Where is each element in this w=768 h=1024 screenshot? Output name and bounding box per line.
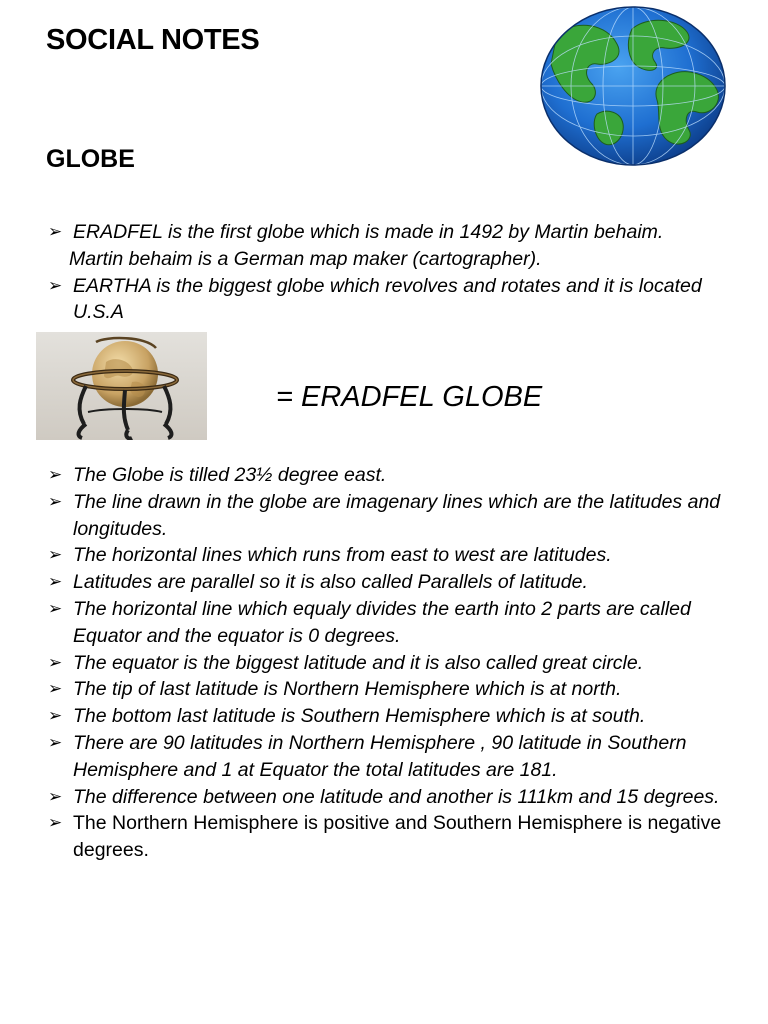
facts-bullet-list xyxy=(46,462,756,864)
list-item xyxy=(46,703,756,730)
arrowhead-bullet-icon: ➢ xyxy=(48,652,63,672)
list-item xyxy=(46,650,756,677)
bullet-text: The bottom last latitude is Southern Hemisphere which is at south. xyxy=(73,705,646,728)
list-item xyxy=(46,542,756,569)
list-item xyxy=(46,596,756,650)
arrowhead-bullet-icon: ➢ xyxy=(48,786,63,806)
page-title: SOCIAL NOTES xyxy=(46,24,260,56)
arrowhead-bullet-icon: ➢ xyxy=(48,679,63,699)
photo-caption: = ERADFEL GLOBE xyxy=(276,381,543,413)
list-item xyxy=(46,730,756,784)
bullet-text: The horizontal lines which runs from east to west are latitudes. xyxy=(73,544,612,567)
bullet-text: The difference between one latitude and another is 111km and 15 degrees. xyxy=(73,785,720,808)
list-item xyxy=(46,219,756,273)
bullet-text: Latitudes are parallel so it is also called Parallels of latitude. xyxy=(73,571,588,594)
arrowhead-bullet-icon: ➢ xyxy=(48,598,63,618)
bullet-text: EARTHA is the biggest globe which revolves and rotates and it is located U.S.A xyxy=(73,274,702,324)
bullet-text: The equator is the biggest latitude and it is also called great circle. xyxy=(73,651,644,674)
arrowhead-bullet-icon: ➢ xyxy=(48,732,63,752)
arrowhead-bullet-icon: ➢ xyxy=(48,545,63,565)
section-heading-globe: GLOBE xyxy=(46,145,135,173)
arrowhead-bullet-icon: ➢ xyxy=(48,222,63,241)
arrowhead-bullet-icon: ➢ xyxy=(48,706,63,726)
bullet-text: The Northern Hemisphere is positive and Southern Hemisphere is negative degrees. xyxy=(73,812,722,862)
list-item xyxy=(46,462,756,489)
list-item xyxy=(46,676,756,703)
bullet-text: The line drawn in the globe are imagenary lines which are the latitudes and longitudes. xyxy=(73,490,721,540)
arrowhead-bullet-icon: ➢ xyxy=(48,813,63,833)
intro-bullet-list xyxy=(46,219,756,326)
eradfel-globe-photo xyxy=(36,332,207,440)
arrowhead-bullet-icon: ➢ xyxy=(48,491,63,511)
bullet-text: The tip of last latitude is Northern Hemisphere which is at north. xyxy=(73,678,622,701)
bullet-text: The Globe is tilled 23½ degree east. xyxy=(73,464,387,486)
bullet-text: The horizontal line which equaly divides the earth into 2 parts are called Equator and the equator is 0 degrees. xyxy=(73,597,691,647)
bullet-text: ERADFEL is the first globe which is made in 1492 by Martin behaim. xyxy=(73,221,664,243)
list-item xyxy=(46,784,756,811)
list-item xyxy=(46,569,756,596)
list-item xyxy=(46,489,756,543)
bullet-text: There are 90 latitudes in Northern Hemisphere , 90 latitude in Southern Hemisphere and 1 at Equator the total latitudes are 181. xyxy=(73,731,687,781)
arrowhead-bullet-icon: ➢ xyxy=(48,572,63,592)
list-item xyxy=(46,273,756,327)
arrowhead-bullet-icon: ➢ xyxy=(48,465,63,484)
globe-illustration xyxy=(537,4,729,168)
arrowhead-bullet-icon: ➢ xyxy=(48,275,63,295)
bullet-continuation: Martin behaim is a German map maker (cartographer). xyxy=(69,247,542,270)
list-item xyxy=(46,810,756,864)
